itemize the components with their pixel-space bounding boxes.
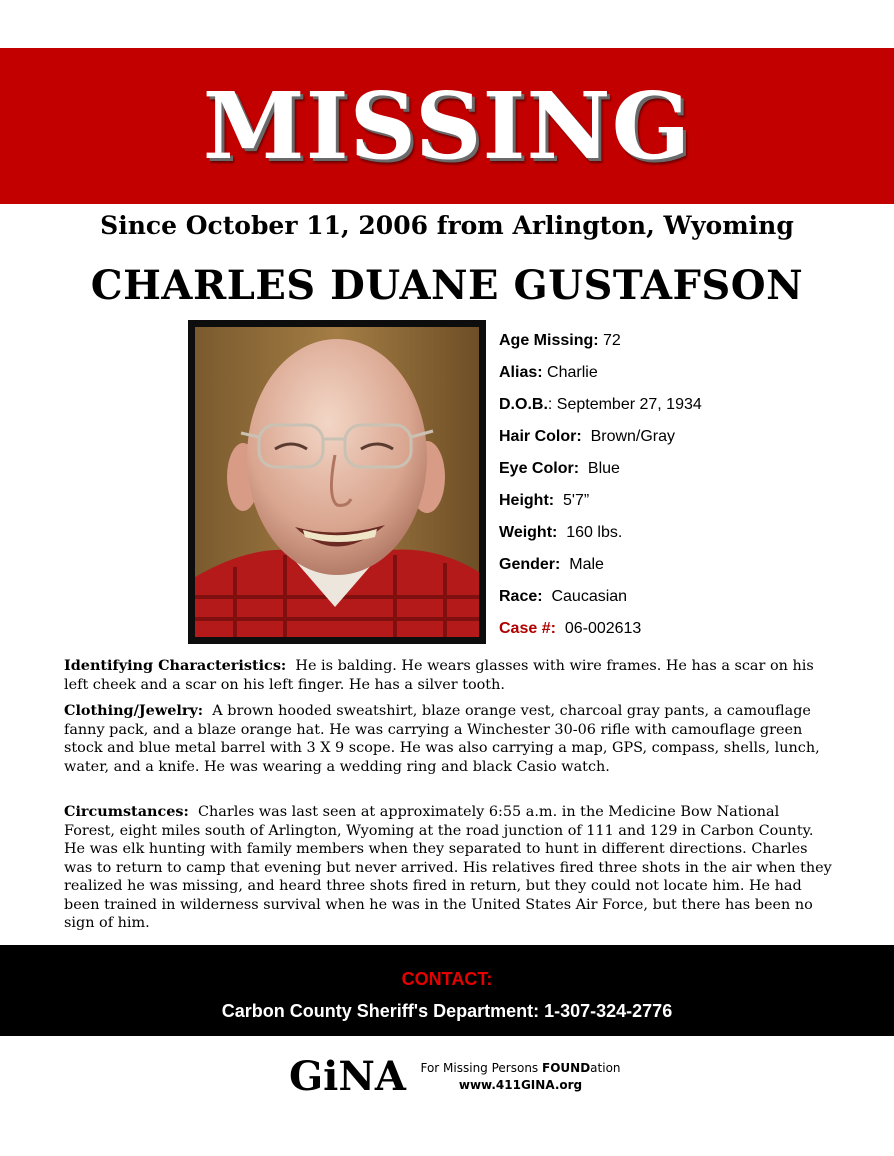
- gina-logo: GiNA: [289, 1053, 406, 1100]
- section-label: Clothing/Jewelry:: [64, 702, 204, 719]
- clothing-jewelry: [64, 702, 834, 776]
- detail-height: [499, 485, 889, 517]
- detail-weight: [499, 517, 889, 549]
- detail-label: Eye Color:: [499, 460, 580, 477]
- detail-label: Weight:: [499, 524, 558, 541]
- detail-value: Charlie: [547, 364, 598, 381]
- detail-label: Alias:: [499, 364, 543, 381]
- foundation-tagline: [413, 1060, 628, 1076]
- detail-case-number: [499, 613, 889, 645]
- detail-alias: [499, 357, 889, 389]
- detail-label: Gender:: [499, 556, 561, 573]
- detail-eye-color: [499, 453, 889, 485]
- circumstances: [64, 803, 834, 933]
- detail-value: : September 27, 1934: [547, 396, 702, 413]
- detail-value: 5'7”: [563, 492, 590, 509]
- detail-value: 72: [603, 332, 621, 349]
- detail-hair-color: [499, 421, 889, 453]
- section-text: A brown hooded sweatshirt, blaze orange vest, charcoal gray pants, a camouflage fanny pack, and a blaze orange hat. He was carrying a Winchester 30-06 rifle with camouflage green stock and blue metal barrel with 3 X 9 scope. He was also carrying a map, GPS, compass, shells, lunch, water, and a knife. He was wearing a wedding ring and black Casio watch.: [64, 703, 820, 775]
- detail-label: Height:: [499, 492, 555, 509]
- identifying-characteristics: [64, 657, 834, 694]
- detail-label: Age Missing:: [499, 332, 599, 349]
- person-photo: [195, 327, 479, 637]
- detail-label: Hair Color:: [499, 428, 582, 445]
- tagline-emphasis: FOUND: [542, 1061, 591, 1075]
- website-link[interactable]: www.411GINA.org: [458, 1078, 583, 1092]
- detail-label: Race:: [499, 588, 543, 605]
- detail-value: 06-002613: [564, 620, 642, 637]
- since-line: Since October 11, 2006 from Arlington, Wyoming: [100, 211, 794, 240]
- section-label: Circumstances:: [64, 803, 189, 820]
- person-name: CHARLES DUANE GUSTAFSON: [90, 262, 804, 309]
- detail-dob: [499, 389, 889, 421]
- section-label: Identifying Characteristics:: [64, 657, 287, 674]
- tagline-suffix: ation: [590, 1061, 621, 1075]
- detail-label: Case #:: [499, 620, 556, 637]
- detail-age: [499, 325, 889, 357]
- missing-banner: [0, 48, 894, 204]
- contact-phone: Carbon County Sheriff's Department: 1-307-324-2776: [221, 1001, 673, 1021]
- detail-value: 160 lbs.: [566, 524, 623, 541]
- detail-race: [499, 581, 889, 613]
- detail-value: Brown/Gray: [590, 428, 676, 445]
- detail-gender: [499, 549, 889, 581]
- details-list: [499, 325, 889, 645]
- section-text: Charles was last seen at approximately 6:55 a.m. in the Medicine Bow National Forest, eight miles south of Arlington, Wyoming at the road junction of 111 and 129 in Carbon County. He was elk hunting with family members when they separated to hunt in different directions. Charles was to return to camp that evening but never arrived. His relatives fired three shots in the air when they realized he was missing, and heard three shots fired in return, but they could not locate him. He had been trained in wilderness survival when he was in the United States Air Force, but there has been no sign of him.: [64, 804, 832, 931]
- section-text: He is balding. He wears glasses with wire frames. He has a scar on his left cheek and a scar on his left finger. He has a silver tooth.: [64, 658, 814, 693]
- detail-value: Caucasian: [551, 588, 628, 605]
- detail-label: D.O.B.: [499, 396, 548, 413]
- detail-value: Male: [569, 556, 604, 573]
- contact-label: CONTACT:: [401, 969, 493, 989]
- detail-value: Blue: [587, 460, 620, 477]
- contact-bar: [0, 945, 894, 1036]
- banner-title: MISSING: [202, 72, 692, 180]
- tagline-prefix: For Missing Persons: [420, 1061, 543, 1075]
